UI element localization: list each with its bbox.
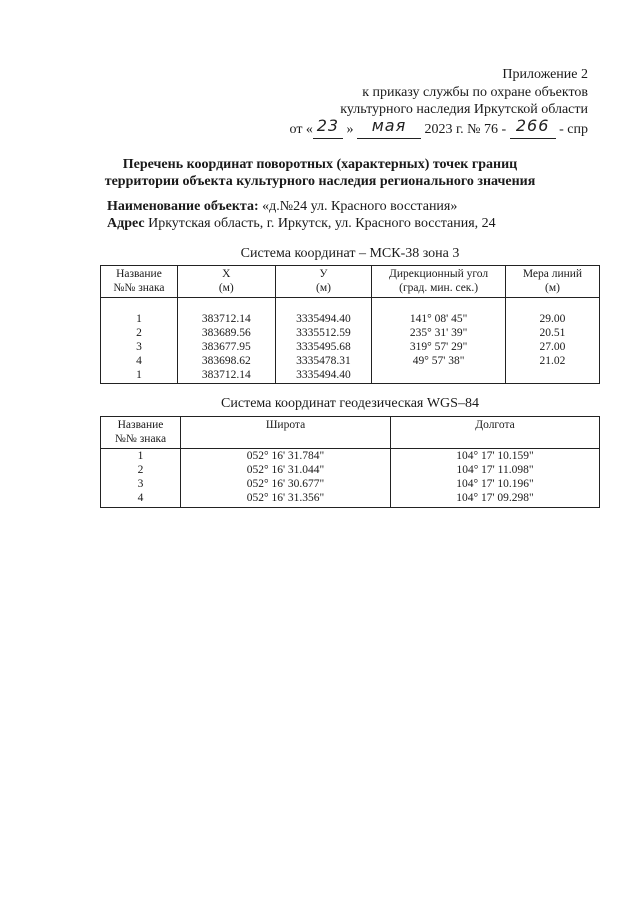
order-number: 266 bbox=[515, 115, 550, 135]
table-cell: 383712.14 bbox=[177, 312, 275, 326]
table-cell: 104° 17' 09.298" bbox=[391, 491, 600, 508]
table1-header-cell bbox=[101, 266, 178, 298]
table-cell: 3 bbox=[101, 340, 178, 354]
table1-header-cell bbox=[372, 266, 506, 298]
header-text: Дирекционный угол bbox=[389, 268, 489, 280]
title-line-1: Перечень координат поворотных (характерных) точек границ bbox=[122, 157, 518, 172]
table-cell: 383698.62 bbox=[177, 354, 275, 368]
order-month-field bbox=[357, 115, 421, 140]
table-cell: 3335478.31 bbox=[275, 354, 372, 368]
table-row bbox=[101, 340, 600, 354]
table2-header-cell bbox=[391, 417, 600, 449]
appendix-line-2: к приказу службы по охране объектов bbox=[362, 84, 588, 100]
table-cell: 3 bbox=[101, 477, 181, 491]
table-cell: 3335512.59 bbox=[275, 326, 372, 340]
object-address-label: Адрес bbox=[107, 216, 145, 231]
object-name-label: Наименование объекта: bbox=[107, 199, 259, 214]
table-cell: 4 bbox=[101, 354, 178, 368]
header-text: X bbox=[222, 268, 231, 280]
table1-header-cell bbox=[275, 266, 372, 298]
msk38-coordinates-table bbox=[100, 265, 600, 384]
order-line bbox=[289, 115, 589, 140]
document-title bbox=[0, 156, 640, 190]
table2-caption: Система координат геодезическая WGS–84 bbox=[221, 396, 479, 411]
table1-header-cell bbox=[505, 266, 599, 298]
table-cell: 21.02 bbox=[505, 354, 599, 368]
table-cell: 383677.95 bbox=[177, 340, 275, 354]
header-text: (м) bbox=[544, 282, 560, 294]
table-cell bbox=[505, 368, 599, 384]
table-cell: 3335494.40 bbox=[275, 368, 372, 384]
table-cell: 20.51 bbox=[505, 326, 599, 340]
table2-header-row bbox=[101, 417, 600, 449]
table-cell: 4 bbox=[101, 491, 181, 508]
table1-header-row bbox=[101, 266, 600, 298]
order-prefix: от « bbox=[289, 121, 313, 137]
header-text: Долгота bbox=[475, 419, 515, 431]
table-cell: 104° 17' 10.196" bbox=[391, 477, 600, 491]
order-day-field bbox=[313, 115, 343, 140]
table-row bbox=[101, 477, 600, 491]
table-cell: 27.00 bbox=[505, 340, 599, 354]
header-text: Мера линий bbox=[522, 268, 583, 280]
table-row bbox=[101, 491, 600, 508]
table-cell: 052° 16' 30.677" bbox=[181, 477, 391, 491]
table-cell: 235° 31' 39" bbox=[372, 326, 506, 340]
table-cell: 2 bbox=[101, 463, 181, 477]
table1-header-cell bbox=[177, 266, 275, 298]
order-month: мая bbox=[371, 115, 407, 135]
object-name-row bbox=[107, 198, 496, 215]
order-suffix: - спр bbox=[559, 121, 588, 137]
table-row bbox=[101, 326, 600, 340]
header-text: (м) bbox=[218, 282, 234, 294]
header-text: (град. мин. сек.) bbox=[399, 282, 479, 294]
table-cell: 2 bbox=[101, 326, 178, 340]
header-text: У bbox=[319, 268, 328, 280]
appendix-title: Приложение 2 bbox=[502, 67, 588, 82]
table-row bbox=[101, 312, 600, 326]
header-text: №№ знака bbox=[114, 433, 167, 445]
table-cell: 383712.14 bbox=[177, 368, 275, 384]
table1-spacer-row bbox=[101, 298, 600, 313]
table-cell: 052° 16' 31.356" bbox=[181, 491, 391, 508]
table-row bbox=[101, 463, 600, 477]
table-row bbox=[101, 449, 600, 464]
title-line-2: территории объекта культурного наследия регионального значения bbox=[104, 174, 536, 189]
table-cell: 383689.56 bbox=[177, 326, 275, 340]
table-cell: 1 bbox=[101, 312, 178, 326]
header-text: Название bbox=[117, 419, 164, 431]
appendix-line-3: культурного наследия Иркутской области bbox=[340, 102, 588, 117]
header-text: Название bbox=[116, 268, 162, 280]
table1-caption: Система координат – МСК-38 зона 3 bbox=[240, 246, 460, 261]
table-cell: 1 bbox=[101, 368, 178, 384]
header-text: (м) bbox=[316, 282, 331, 294]
order-year-text: 2023 г. № 76 - bbox=[424, 121, 507, 137]
object-info bbox=[107, 198, 496, 232]
table-cell: 319° 57' 29" bbox=[372, 340, 506, 354]
table-cell: 29.00 bbox=[505, 312, 599, 326]
object-address-value: Иркутская область, г. Иркутск, ул. Красного восстания, 24 bbox=[148, 216, 496, 231]
table-row bbox=[101, 368, 600, 384]
table-cell: 49° 57' 38" bbox=[372, 354, 506, 368]
table-cell: 052° 16' 31.044" bbox=[181, 463, 391, 477]
table-cell: 3335495.68 bbox=[275, 340, 372, 354]
table-cell bbox=[372, 368, 506, 384]
object-name-value: «д.№24 ул. Красного восстания» bbox=[262, 199, 458, 214]
table-cell: 141° 08' 45" bbox=[372, 312, 506, 326]
object-address-row bbox=[107, 215, 496, 232]
order-mid: » bbox=[346, 121, 354, 137]
order-day: 23 bbox=[316, 115, 340, 135]
header-text: Широта bbox=[265, 419, 306, 431]
header-text: №№ знака bbox=[113, 282, 165, 294]
wgs84-coordinates-table bbox=[100, 416, 600, 508]
table-cell: 104° 17' 10.159" bbox=[391, 449, 600, 464]
table-row bbox=[101, 354, 600, 368]
table2-header-cell bbox=[181, 417, 391, 449]
table2-header-cell bbox=[101, 417, 181, 449]
table-cell: 052° 16' 31.784" bbox=[181, 449, 391, 464]
order-number-field bbox=[510, 115, 556, 140]
table-cell: 104° 17' 11.098" bbox=[391, 463, 600, 477]
table-cell: 3335494.40 bbox=[275, 312, 372, 326]
table-cell: 1 bbox=[101, 449, 181, 464]
appendix-header bbox=[290, 66, 589, 139]
